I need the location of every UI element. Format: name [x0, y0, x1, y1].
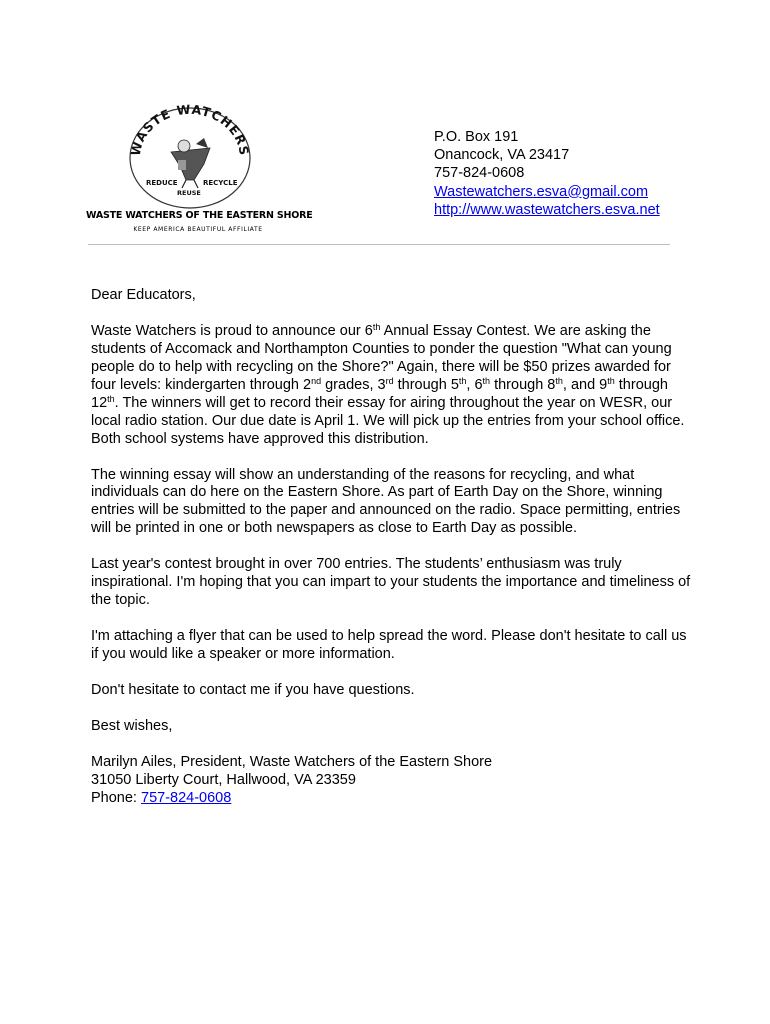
paragraph-last-year: Last year's contest brought in over 700 entries. The students’ enthusiasm was truly inspirational. I'm hoping that you can impart to your students the importance and timeliness of the topic.: [91, 556, 691, 609]
svg-text:WASTE WATCHERS: [128, 102, 252, 157]
website-link[interactable]: http://www.wastewatchers.esva.net: [434, 201, 660, 218]
return-address: [434, 128, 660, 219]
email-link[interactable]: Wastewatchers.esva@gmail.com: [434, 183, 649, 200]
paragraph-announcement: Waste Watchers is proud to announce our 6th Annual Essay Contest. We are asking the students of Accomack and Northampton Counties to ponder the question "What can young people do to help with recycling on the Shore?" Again, there will be $50 prizes awarded for four levels: kindergarten through 2nd grades, 3rd through 5th, 6th through 8th, and 9th through 12th. The winners will get to record their essay for airing throughout the year on WESR, our local radio station. Our due date is April 1. We will pick up the entries from your school office. Both school systems have approved this distribution.: [91, 321, 685, 447]
signature-phone-link[interactable]: 757-824-0608: [141, 789, 232, 806]
logo-org-name: WASTE WATCHERS OF THE EASTERN SHORE: [86, 210, 313, 221]
logo-emblem: [86, 100, 286, 210]
phone-number: 757-824-0608: [434, 165, 525, 182]
logo-tagline: KEEP AMERICA BEAUTIFUL AFFILIATE: [133, 226, 263, 233]
paragraph-winning-essay: The winning essay will show an understanding of the reasons for recycling, and what individuals can do here on the Eastern Shore. As part of Earth Day on the Shore, winning entries will be submitted to the paper and announced on the radio. Space permitting, entries will be printed in one or both newspapers as close to Earth Day as possible.: [91, 466, 681, 537]
paragraph-contact: Don't hesitate to contact me if you have questions.: [91, 681, 415, 698]
logo-arc-text: WASTE WATCHERS: [127, 101, 253, 158]
closing: Best wishes,: [91, 717, 173, 734]
header-divider: [88, 244, 670, 245]
city-state-zip: Onancock, VA 23417: [434, 147, 570, 164]
signature-phone: [91, 790, 691, 808]
letter-body: [91, 287, 691, 808]
paragraph-flyer: I'm attaching a flyer that can be used to help spread the word. Please don't hesitate to call us if you would like a speaker or more information.: [91, 628, 687, 662]
phone-label: Phone:: [91, 789, 141, 806]
org-logo: [86, 100, 313, 240]
logo-reduce: REDUCE: [146, 179, 178, 187]
logo-reuse: REUSE: [177, 189, 201, 197]
greeting: Dear Educators,: [91, 287, 196, 303]
signature-address: 31050 Liberty Court, Hallwood, VA 23359: [91, 771, 356, 788]
logo-recycle: RECYCLE: [203, 179, 238, 187]
po-box: P.O. Box 191: [434, 129, 519, 145]
signature-line: Marilyn Ailes, President, Waste Watchers of the Eastern Shore: [91, 753, 493, 770]
